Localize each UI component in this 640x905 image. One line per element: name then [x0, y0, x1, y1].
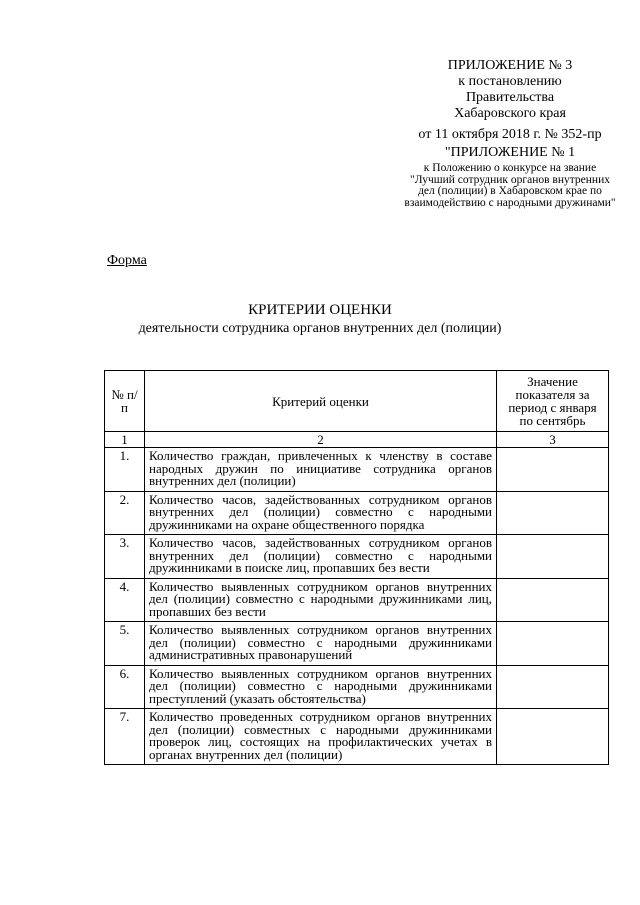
- value-cell[interactable]: [497, 622, 609, 666]
- row-number: 2.: [105, 491, 145, 535]
- value-cell[interactable]: [497, 448, 609, 492]
- quoted-appendix-number: "ПРИЛОЖЕНИЕ № 1: [444, 145, 576, 160]
- value-cell[interactable]: [497, 665, 609, 709]
- header-value: Значение показателя за период с января по сентябрь: [497, 371, 609, 432]
- table-row: [105, 491, 609, 535]
- document-title: КРИТЕРИИ ОЦЕНКИ: [248, 302, 392, 318]
- index-cell: 3: [497, 432, 609, 448]
- regulation-reference: к Положению о конкурсе на звание "Лучший сотрудник органов внутренних дел (полиции) в Хабаровском крае по взаимодействию с народными дружинами": [404, 162, 616, 209]
- criterion-text: Количество часов, задействованных сотрудником органов внутренних дел (полиции) совместно с народными дружинниками на охране общественного порядка: [145, 491, 497, 535]
- row-number: 3.: [105, 535, 145, 579]
- header-number: № п/п: [105, 371, 145, 432]
- document-subtitle: деятельности сотрудника органов внутренних дел (полиции): [138, 321, 502, 336]
- row-number: 4.: [105, 578, 145, 622]
- header-criterion: Критерий оценки: [145, 371, 497, 432]
- criterion-text: Количество часов, задействованных сотрудником органов внутренних дел (полиции) совместно с народными дружинниками в поиске лиц, пропавших без вести: [145, 535, 497, 579]
- form-label: Форма: [107, 253, 147, 268]
- appendix-to-resolution: к постановлению: [458, 74, 562, 89]
- value-cell[interactable]: [497, 578, 609, 622]
- value-cell[interactable]: [497, 535, 609, 579]
- table-row: [105, 622, 609, 666]
- value-cell[interactable]: [497, 491, 609, 535]
- table-row: [105, 535, 609, 579]
- table-header-row: [105, 371, 609, 432]
- appendix-region: Хабаровского края: [454, 106, 566, 121]
- index-cell: 1: [105, 432, 145, 448]
- row-number: 6.: [105, 665, 145, 709]
- criterion-text: Количество граждан, привлеченных к членству в составе народных дружин по инициативе сотрудника органов внутренних дел (полиции): [145, 448, 497, 492]
- table-row: [105, 709, 609, 765]
- table-row: [105, 665, 609, 709]
- table-row: [105, 578, 609, 622]
- index-cell: 2: [145, 432, 497, 448]
- value-cell[interactable]: [497, 709, 609, 765]
- column-index-row: [105, 432, 609, 448]
- appendix-header: [390, 58, 630, 209]
- criterion-text: Количество выявленных сотрудником органов внутренних дел (полиции) совместно с народными дружинниками лиц, пропавших без вести: [145, 578, 497, 622]
- criterion-text: Количество выявленных сотрудником органов внутренних дел (полиции) совместно с народными дружинниками преступлений (указать обстоятельства): [145, 665, 497, 709]
- row-number: 5.: [105, 622, 145, 666]
- appendix-government: Правительства: [465, 90, 555, 105]
- appendix-number: ПРИЛОЖЕНИЕ № 3: [447, 58, 573, 73]
- row-number: 1.: [105, 448, 145, 492]
- criterion-text: Количество проведенных сотрудником органов внутренних дел (полиции) совместных с народными дружинниками проверок лиц, состоящих на профилактических учетах в органах внутренних дел (полиции): [145, 709, 497, 765]
- criterion-text: Количество выявленных сотрудником органов внутренних дел (полиции) совместно с народными дружинниками административных правонарушений: [145, 622, 497, 666]
- criteria-table: [104, 370, 609, 765]
- table-row: [105, 448, 609, 492]
- row-number: 7.: [105, 709, 145, 765]
- appendix-date: от 11 октября 2018 г. № 352-пр: [418, 127, 602, 142]
